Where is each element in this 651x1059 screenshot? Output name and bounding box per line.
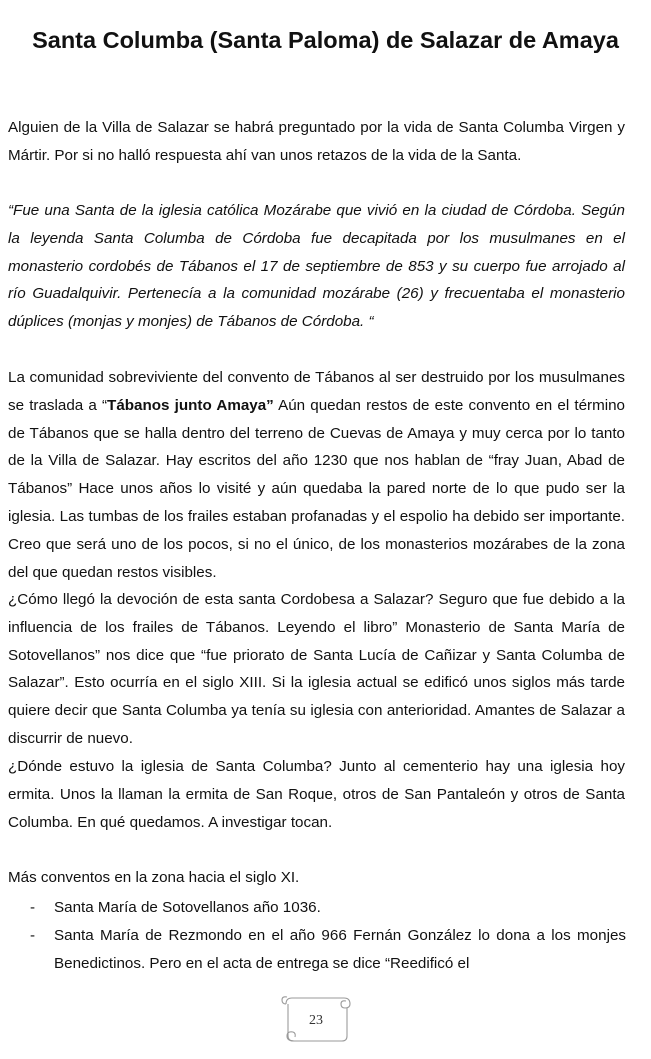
intro-paragraph: Alguien de la Villa de Salazar se habrá preguntado por la vida de Santa Columba Virgen y Mártir. Por si no halló respuesta ahí van unos retazos de la vida de la Santa.	[8, 119, 625, 164]
list-item	[0, 894, 626, 922]
list-item-text: Santa María de Sotovellanos año 1036.	[54, 899, 321, 916]
page-number-scroll	[278, 994, 354, 1044]
convent-list	[0, 894, 626, 978]
dash-bullet: -	[30, 899, 36, 916]
body-paragraph-3: ¿Dónde estuvo la iglesia de Santa Columba? Junto al cementerio hay una iglesia hoy ermita. Unos la llaman la ermita de San Roque, otros de San Pantaleón y otros de Santa Columba. En qué quedamos. A investigar tocan.	[8, 758, 625, 831]
list-item	[0, 922, 626, 978]
body-paragraph-1-start: La comunidad sobreviviente del convento de Tábanos al ser destruido por los musulmanes se traslada a “	[8, 369, 625, 414]
body-paragraph-1	[8, 364, 625, 586]
page-number: 23	[309, 1013, 323, 1028]
quote-paragraph: “Fue una Santa de la iglesia católica Mozárabe que vivió en la ciudad de Córdoba. Según la leyenda Santa Columba de Córdoba fue decapitada por los musulmanes en el monasterio cordobés de Tábanos el 17 de septiembre de 853 y su cuerpo fue arrojado al río Guadalquivir. Pertenecía a la comunidad mozárabe (26) y frecuentaba el monasterio dúplices (monjas y monjes) de Tábanos de Córdoba. “	[8, 202, 625, 331]
dash-bullet: -	[30, 927, 36, 944]
body-paragraph-1-bold: Tábanos junto Amaya”	[107, 396, 274, 414]
body-paragraph-1-end: Aún quedan restos de este convento en el término de Tábanos que se halla dentro del terreno de Cuevas de Amaya y muy cerca por lo tanto de la Villa de Salazar. Hay escritos del año 1230 que nos hablan de “fray Juan, Abad de Tábanos” Hace unos años lo visité y aún quedaba la pared norte de lo que pudo ser la iglesia. Las tumbas de los frailes estaban profanadas y el espolio ha debido ser importante. Creo que será uno de los pocos, si no el único, de los monasterios mozárabes de la zona del que quedan restos visibles.	[8, 396, 625, 581]
list-heading: Más conventos en la zona hacia el siglo XI.	[8, 869, 300, 886]
page-title: Santa Columba (Santa Paloma) de Salazar de Amaya	[32, 27, 619, 53]
list-item-text: Santa María de Rezmondo en el año 966 Fernán González lo dona a los monjes Benedictinos. Pero en el acta de entrega se dice “Reedificó el	[54, 927, 626, 972]
body-paragraph-2: ¿Cómo llegó la devoción de esta santa Cordobesa a Salazar? Seguro que fue debido a la influencia de los frailes de Tábanos. Leyendo el libro” Monasterio de Santa María de Sotovellanos” nos dice que “fue priorato de Santa Lucía de Cañizar y Santa Columba de Salazar”. Esto ocurría en el siglo XIII. Si la iglesia actual se edificó unos siglos más tarde quiere decir que Santa Columba ya tenía su iglesia con anterioridad. Amantes de Salazar a discurrir de nuevo.	[8, 591, 625, 747]
